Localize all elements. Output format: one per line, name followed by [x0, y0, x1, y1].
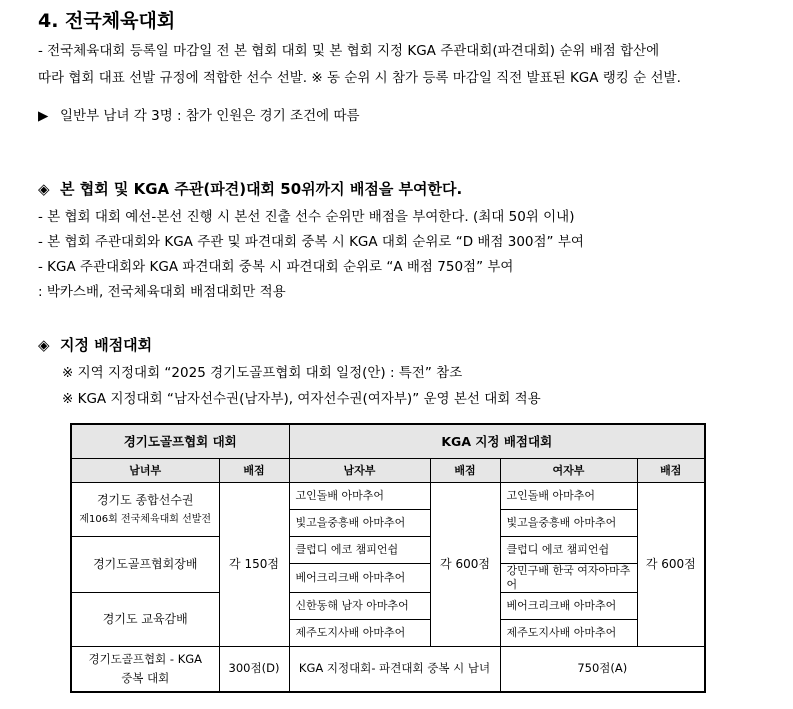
women-event-1: 고인돌배 아마추어: [500, 483, 637, 510]
table-footer-row: [71, 646, 705, 692]
table-header-row: [71, 424, 705, 459]
women-points: 각 600점: [637, 483, 705, 647]
subheader-men: 남자부: [289, 459, 430, 483]
subheader-men-points: 배점: [430, 459, 500, 483]
local-event-2: 경기도골프협회장배: [71, 537, 219, 593]
section-title: 4. 전국체육대회: [38, 10, 176, 32]
table-row: [71, 483, 705, 510]
local-points: 각 150점: [219, 483, 289, 647]
subheader-points: 배점: [219, 459, 289, 483]
local-event-1: [71, 483, 219, 537]
section3-heading: [38, 334, 152, 355]
women-event-6: 제주도지사배 아마추어: [500, 619, 637, 646]
table-row: [71, 537, 705, 564]
women-event-2: 빛고을중흥배 아마추어: [500, 510, 637, 537]
section2-bullet-2: - 본 협회 주관대회와 KGA 주관 및 파견대회 중복 시 KGA 대회 순위로 “D 배점 300점” 부여: [38, 234, 584, 250]
footer-kga-duplicate: KGA 지정대회- 파견대회 중복 시 남녀: [289, 646, 500, 692]
local-event-1-sub: 제106회 전국체육대회 선발전: [79, 513, 212, 525]
header-kga-events: KGA 지정 배점대회: [289, 424, 705, 459]
header-local-events: 경기도골프협회 대회: [71, 424, 289, 459]
table-subheader-row: [71, 459, 705, 483]
section3-note-2: ※ KGA 지정대회 “남자선수권(남자부), 여자선수권(여자부)” 운영 본선 대회 적용: [62, 391, 541, 407]
diamond-bullet-icon: ◈: [38, 180, 50, 198]
section2-bullet-1: - 본 협회 대회 예선-본선 진행 시 본선 진출 선수 순위만 배점을 부여한다. (최대 50위 이내): [38, 209, 575, 225]
section2-heading: [38, 178, 462, 199]
footer-d-points: 300점(D): [219, 646, 289, 692]
women-event-4: 강민구배 한국 여자아마추어: [500, 564, 637, 593]
subheader-women-points: 배점: [637, 459, 705, 483]
men-event-5: 신한동해 남자 아마추어: [289, 592, 430, 619]
intro-line-2: 따라 협회 대표 선발 규정에 적합한 선수 선발. ※ 동 순위 시 참가 등록 마감일 직전 발표된 KGA 랭킹 순 선발.: [38, 70, 681, 86]
subheader-women: 여자부: [500, 459, 637, 483]
table-row: [71, 592, 705, 619]
section2-bullet-4: : 박카스배, 전국체육대회 배점대회만 적용: [38, 284, 286, 300]
participants-note-text: 일반부 남녀 각 3명 : 참가 인원은 경기 조건에 따름: [60, 108, 360, 124]
local-event-1-name: 경기도 종합선수권: [96, 492, 194, 507]
men-event-1: 고인돌배 아마추어: [289, 483, 430, 510]
points-table: [70, 423, 706, 693]
section2-bullet-3: - KGA 주관대회와 KGA 파견대회 중복 시 파견대회 순위로 “A 배점 750점” 부여: [38, 259, 514, 275]
footer-a-points: 750점(A): [500, 646, 705, 692]
men-event-3: 클럽디 에코 챔피언쉽: [289, 537, 430, 564]
men-points: 각 600점: [430, 483, 500, 647]
men-event-2: 빛고을중흥배 아마추어: [289, 510, 430, 537]
footer-duplicate-line-1: 경기도골프협회 - KGA: [88, 652, 203, 667]
section2-title: 본 협회 및 KGA 주관(파견)대회 50위까지 배점을 부여한다.: [60, 180, 463, 198]
women-event-3: 클럽디 에코 챔피언쉽: [500, 537, 637, 564]
section3-note-1: ※ 지역 지정대회 “2025 경기도골프협회 대회 일정(안) : 특전” 참조: [62, 365, 463, 381]
participants-note: [38, 104, 360, 124]
men-event-6: 제주도지사배 아마추어: [289, 619, 430, 646]
intro-line-1: - 전국체육대회 등록일 마감일 전 본 협회 대회 및 본 협회 지정 KGA 주관대회(파견대회) 순위 배점 합산에: [38, 43, 660, 59]
men-event-4: 베어크리크배 아마추어: [289, 564, 430, 593]
footer-duplicate-line-2: 중복 대회: [121, 670, 170, 685]
women-event-5: 베어크리크배 아마추어: [500, 592, 637, 619]
triangle-right-icon: ▶: [38, 108, 49, 124]
local-event-3: 경기도 교육감배: [71, 592, 219, 646]
subheader-gender: 남녀부: [71, 459, 219, 483]
section3-title: 지정 배점대회: [60, 336, 153, 354]
diamond-bullet-icon: ◈: [38, 336, 50, 354]
footer-duplicate-label: [71, 646, 219, 692]
